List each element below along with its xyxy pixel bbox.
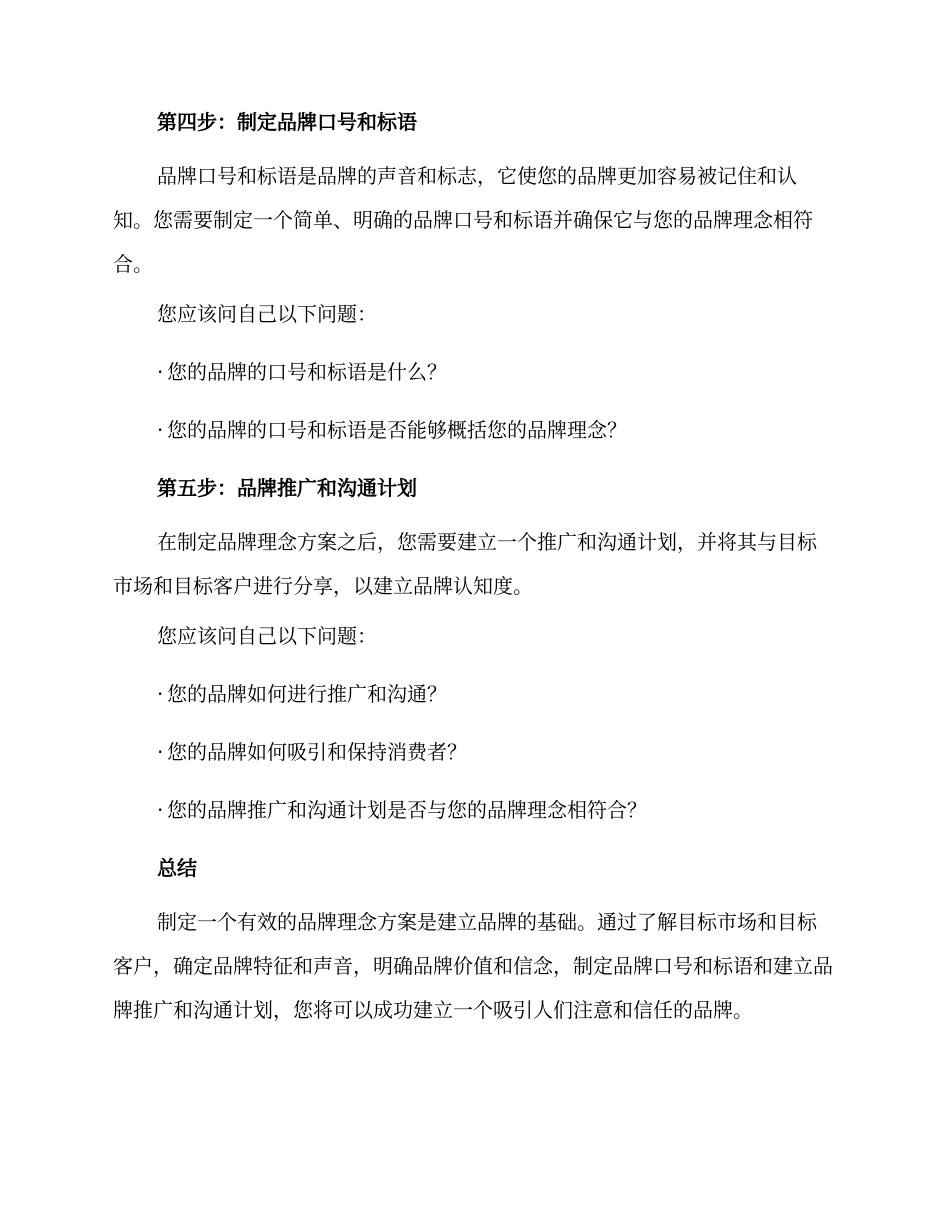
bullet-dot: · bbox=[157, 740, 164, 764]
section-paragraph-step5: 在制定品牌理念方案之后，您需要建立一个推广和沟通计划，并将其与目标市场和目标客户进行分享，以建立品牌认知度。 bbox=[113, 530, 817, 598]
section-paragraph-step4: 品牌口号和标语是品牌的声音和标志，它使您的品牌更加容易被记住和认知。您需要制定一个简单、明确的品牌口号和标语并确保它与您的品牌理念相符合。 bbox=[113, 164, 813, 276]
bullet-item bbox=[113, 796, 833, 824]
section-heading-step5: 第五步：品牌推广和沟通计划 bbox=[157, 476, 417, 500]
bullet-dot: · bbox=[157, 682, 164, 706]
bullet-text: 您的品牌的口号和标语是什么？ bbox=[167, 360, 447, 384]
summary-paragraph: 制定一个有效的品牌理念方案是建立品牌的基础。通过了解目标市场和目标客户，确定品牌特征和声音，明确品牌价值和信念，制定品牌口号和标语和建立品牌推广和沟通计划，您将可以成功建立一个吸引人们注意和信任的品牌。 bbox=[113, 910, 833, 1022]
bullet-item bbox=[113, 680, 833, 708]
bullet-text: 您的品牌推广和沟通计划是否与您的品牌理念相符合？ bbox=[167, 798, 647, 822]
bullet-dot: · bbox=[157, 798, 164, 822]
bullet-item bbox=[113, 358, 833, 386]
bullet-text: 您的品牌如何进行推广和沟通？ bbox=[167, 682, 447, 706]
bullet-text: 您的品牌如何吸引和保持消费者？ bbox=[167, 740, 467, 764]
bullet-item bbox=[113, 738, 833, 766]
question-intro-step5: 您应该问自己以下问题： bbox=[157, 624, 377, 648]
section-heading-step4: 第四步：制定品牌口号和标语 bbox=[157, 110, 417, 134]
document-page bbox=[113, 108, 833, 1046]
summary-heading: 总结 bbox=[157, 856, 197, 880]
bullet-text: 您的品牌的口号和标语是否能够概括您的品牌理念？ bbox=[167, 418, 627, 442]
bullet-item bbox=[113, 416, 833, 444]
bullet-dot: · bbox=[157, 418, 164, 442]
bullet-dot: · bbox=[157, 360, 164, 384]
question-intro-step4: 您应该问自己以下问题： bbox=[157, 302, 377, 326]
